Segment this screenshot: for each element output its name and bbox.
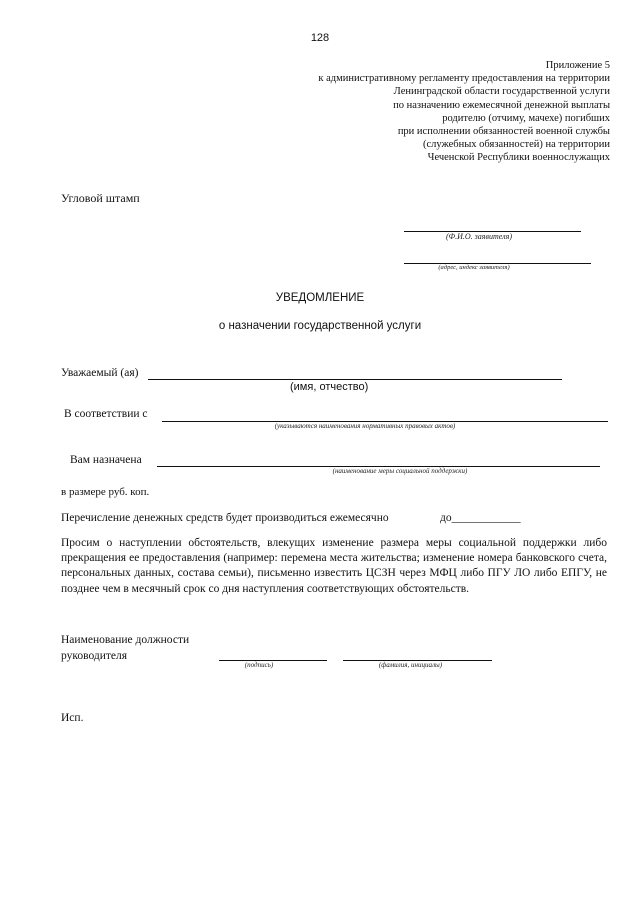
position-label: Наименование должности bbox=[61, 634, 190, 646]
name-caption: (имя, отчество) bbox=[290, 381, 369, 393]
transfer-text: Перечисление денежных средств будет производиться ежемесячно bbox=[61, 512, 389, 524]
greeting-label: Уважаемый (ая) bbox=[61, 367, 139, 379]
applicant-name-caption: (Ф.И.О. заявителя) bbox=[446, 232, 512, 241]
amount-text: в размере руб. коп. bbox=[61, 486, 150, 498]
applicant-address-caption: (адрес, индекс заявителя) bbox=[438, 264, 510, 271]
transfer-until: до____________ bbox=[440, 512, 521, 524]
corner-stamp-label: Угловой штамп bbox=[61, 191, 140, 205]
executor-label: Исп. bbox=[61, 712, 84, 724]
request-paragraph: Просим о наступлении обстоятельств, влекущих изменение размера меры социальной поддержки либо прекращения ее предоставления (например: перемена места жительства; изменение номера банковского счета, персональных данных, состава семьи), письменно известить ЦСЗН через МФЦ либо ПГУ ЛО либо ЕПГУ, не позднее чем в месячный срок со дня наступления соответствующих обстоятельств. bbox=[61, 537, 607, 595]
name-line bbox=[148, 379, 562, 380]
signature-caption: (подпись) bbox=[244, 661, 274, 669]
accordance-label: В соответствии с bbox=[64, 408, 148, 420]
page-number: 128 bbox=[310, 32, 330, 44]
initials-caption: (фамилия, инициалы) bbox=[378, 661, 443, 669]
notice-subtitle: о назначении государственной услуги bbox=[218, 320, 422, 332]
appendix-line: к административному регламенту предоставления на территории bbox=[318, 73, 610, 85]
appendix-line: (служебных обязанностей) на территории bbox=[422, 139, 610, 151]
accordance-caption: (указываются наименования нормативных правовых актов) bbox=[274, 422, 456, 430]
appendix-line: Ленинградской области государственной услуги bbox=[393, 86, 610, 98]
assigned-label: Вам назначена bbox=[70, 454, 142, 466]
appendix-line: при исполнении обязанностей военной службы bbox=[397, 126, 610, 138]
appendix-line: по назначению ежемесячной денежной выплаты bbox=[393, 99, 610, 111]
assigned-caption: (наименование меры социальной поддержки) bbox=[332, 467, 468, 475]
appendix-line: Чеченской Республики военнослужащих bbox=[427, 152, 610, 164]
notice-title: УВЕДОМЛЕНИЕ bbox=[275, 292, 365, 304]
appendix-header bbox=[250, 59, 610, 165]
appendix-line: родителю (отчиму, мачехе) погибших bbox=[442, 112, 610, 124]
appendix-line: Приложение 5 bbox=[545, 60, 610, 71]
position-label-continued: руководителя bbox=[61, 650, 128, 662]
